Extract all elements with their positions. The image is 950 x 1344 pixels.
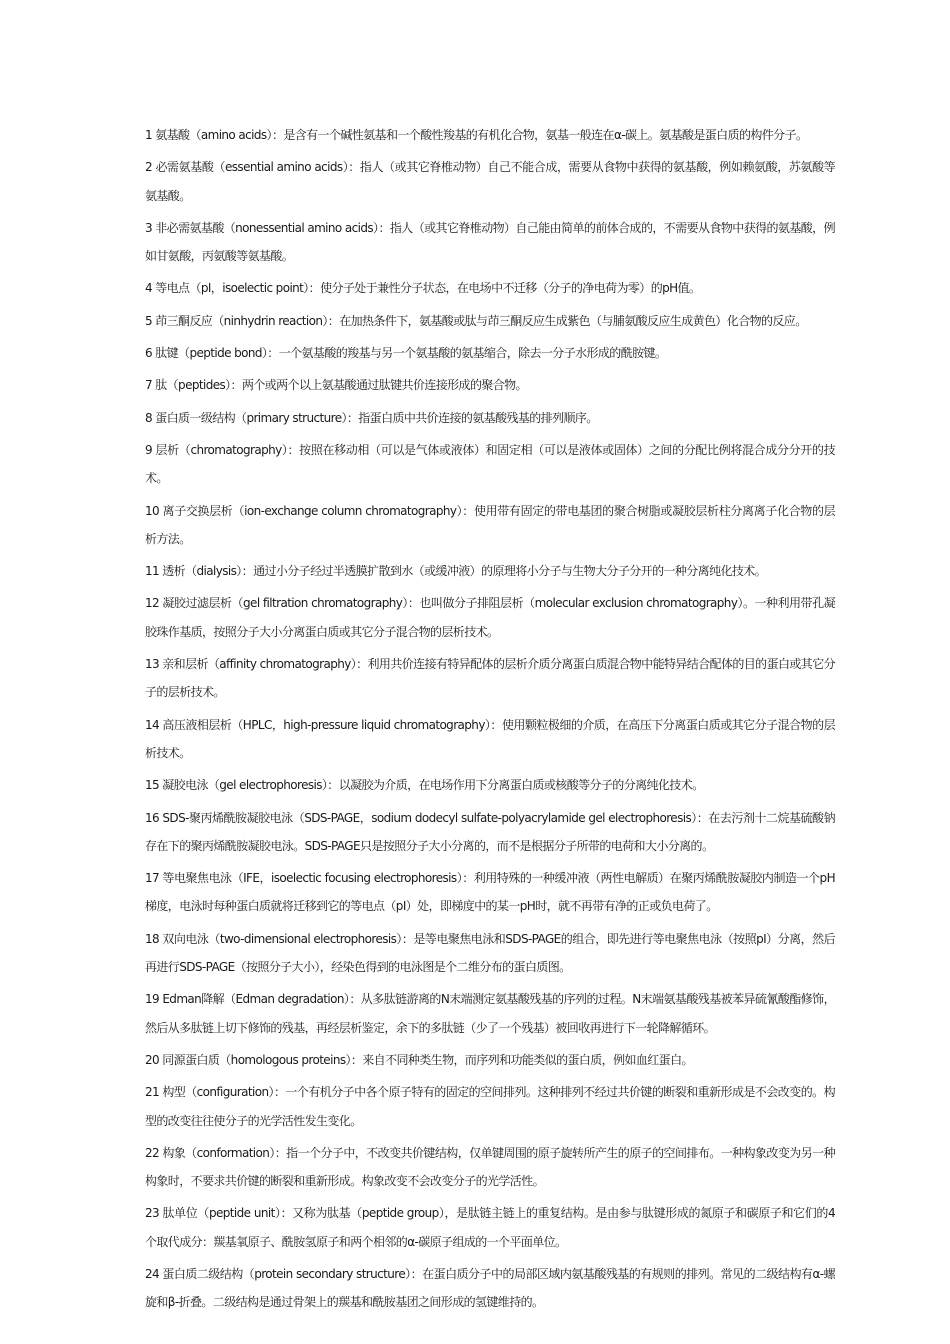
glossary-entry: 16 SDS-聚丙烯酰胺凝胶电泳（SDS-PAGE，sodium dodecyl sulfate-polyacrylamide gel electrophoresis）：在去污剂十二烷基硫酸钠存在下的聚丙烯酰胺凝胶电泳。SDS-PAGE只是按照分子大小分离的，而不是根据分子所带的电荷和大小分离的。 <box>145 810 835 853</box>
glossary-entry: 14 高压液相层析（HPLC，high-pressure liquid chromatography）：使用颗粒极细的介质，在高压下分离蛋白质或其它分子混合物的层析技术。 <box>145 717 835 760</box>
glossary-entry: 12 凝胶过滤层析（gel filtration chromatography）：也叫做分子排阻层析（molecular exclusion chromatography）。一种利用带孔凝胶珠作基质，按照分子大小分离蛋白质或其它分子混合物的层析技术。 <box>145 596 835 639</box>
glossary-entry: 20 同源蛋白质（homologous proteins）：来自不同种类生物，而序列和功能类似的蛋白质，例如血红蛋白。 <box>145 1052 693 1067</box>
glossary-entry: 2 必需氨基酸（essential amino acids）：指人（或其它脊椎动物）自己不能合成，需要从食物中获得的氨基酸，例如赖氨酸，苏氨酸等氨基酸。 <box>145 160 835 203</box>
glossary-entry: 7 肽（peptides）：两个或两个以上氨基酸通过肽键共价连接形成的聚合物。 <box>145 378 527 393</box>
glossary-entry: 18 双向电泳（two-dimensional electrophoresis）：是等电聚焦电泳和SDS-PAGE的组合，即先进行等电聚焦电泳（按照pI）分离，然后再进行SDS-PAGE（按照分子大小），经染色得到的电泳图是个二维分布的蛋白质图。 <box>145 931 835 975</box>
glossary-entry: 10 离子交换层析（ion-exchange column chromatography）：使用带有固定的带电基团的聚合树脂或凝胶层析柱分离离子化合物的层析方法。 <box>145 503 835 546</box>
glossary-entry: 24 蛋白质二级结构（protein secondary structure）：在蛋白质分子中的局部区域内氨基酸残基的有规则的排列。常见的二级结构有α-螺旋和β-折叠。二级结构是通过骨架上的羰基和酰胺基团之间形成的氢键维持的。 <box>145 1266 835 1310</box>
glossary-entry: 15 凝胶电泳（gel electrophoresis）：以凝胶为介质，在电场作用下分离蛋白质或核酸等分子的分离纯化技术。 <box>145 778 704 793</box>
glossary-entry: 6 肽键（peptide bond）：一个氨基酸的羧基与另一个氨基酸的氨基缩合，除去一分子水形成的酰胺键。 <box>145 346 667 361</box>
glossary-entry: 8 蛋白质一级结构（primary structure）：指蛋白质中共价连接的氨基酸残基的排列顺序。 <box>145 410 598 425</box>
glossary-entry: 17 等电聚焦电泳（IFE，isoelectic focusing electrophoresis）：利用特殊的一种缓冲液（两性电解质）在聚丙烯酰胺凝胶内制造一个pH梯度，电泳时每种蛋白质就将迁移到它的等电点（pI）处，即梯度中的某一pH时，就不再带有净的正或负电荷了。 <box>145 871 835 914</box>
glossary-entry: 13 亲和层析（affinity chromatography）：利用共价连接有特异配体的层析介质分离蛋白质混合物中能特异结合配体的目的蛋白或其它分子的层析技术。 <box>145 657 835 700</box>
glossary-entry: 5 茚三酮反应（ninhydrin reaction）：在加热条件下，氨基酸或肽与茚三酮反应生成紫色（与脯氨酸反应生成黄色）化合物的反应。 <box>145 313 807 328</box>
glossary-entry: 11 透析（dialysis）：通过小分子经过半透膜扩散到水（或缓冲液）的原理将小分子与生物大分子分开的一种分离纯化技术。 <box>145 564 767 579</box>
glossary-entry: 19 Edman降解（Edman degradation）：从多肽链游离的N末端测定氨基酸残基的序列的过程。N末端氨基酸残基被苯异硫氰酸酯修饰，然后从多肽链上切下修饰的残基，再经层析鉴定，余下的多肽链（少了一个残基）被回收再进行下一轮降解循环。 <box>145 992 835 1035</box>
glossary-entry: 21 构型（configuration）：一个有机分子中各个原子特有的固定的空间排列。这种排列不经过共价键的断裂和重新形成是不会改变的。构型的改变往往使分子的光学活性发生变化。 <box>145 1085 835 1128</box>
glossary-entry: 22 构象（conformation）：指一个分子中，不改变共价键结构，仅单键周围的原子旋转所产生的原子的空间排布。一种构象改变为另一种构象时，不要求共价键的断裂和重新形成。构象改变不会改变分子的光学活性。 <box>145 1145 835 1189</box>
glossary-entry: 4 等电点（pI，isoelectic point）：使分子处于兼性分子状态，在电场中不迁移（分子的净电荷为零）的pH值。 <box>145 281 701 296</box>
glossary-entry: 1 氨基酸（amino acids）：是含有一个碱性氨基和一个酸性羧基的有机化合物，氨基一般连在α-碳上。氨基酸是蛋白质的构件分子。 <box>145 128 808 142</box>
glossary-list <box>145 121 835 1321</box>
glossary-entry: 9 层析（chromatography）：按照在移动相（可以是气体或液体）和固定相（可以是液体或固体）之间的分配比例将混合成分分开的技术。 <box>145 442 835 486</box>
glossary-entry: 23 肽单位（peptide unit）：又称为肽基（peptide group），是肽链主链上的重复结构。是由参与肽键形成的氮原子和碳原子和它们的4个取代成分：羰基氧原子、酰胺氢原子和两个相邻的α-碳原子组成的一个平面单位。 <box>145 1206 835 1249</box>
glossary-entry: 3 非必需氨基酸（nonessential amino acids）：指人（或其它脊椎动物）自己能由简单的前体合成的，不需要从食物中获得的氨基酸，例如甘氨酸，丙氨酸等氨基酸。 <box>145 220 835 264</box>
